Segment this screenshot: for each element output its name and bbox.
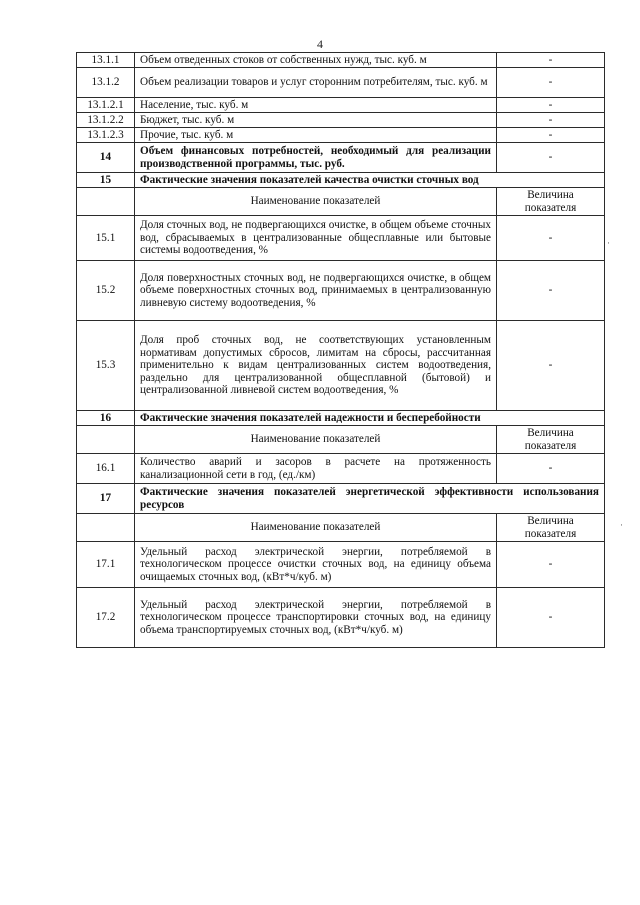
page-number: 4 bbox=[317, 37, 323, 51]
table-row-17-1 bbox=[77, 542, 605, 588]
section-14-row bbox=[77, 143, 605, 173]
table-row-13-1-1 bbox=[77, 53, 605, 68]
row-value: - bbox=[497, 588, 605, 648]
scan-speck: · bbox=[620, 520, 623, 530]
section-15-title-row bbox=[77, 173, 605, 188]
row-text: Бюджет, тыс. куб. м bbox=[135, 113, 497, 128]
indicators-table bbox=[76, 52, 605, 648]
row-number: 13.1.2 bbox=[77, 68, 135, 98]
empty-cell bbox=[77, 426, 135, 454]
row-text: Удельный расход электрической энергии, потребляемой в технологическом процессе транспортировки сточных вод, на единицу объема транспортируемых сточных вод, (кВт*ч/куб. м) bbox=[135, 588, 497, 648]
table-row-13-1-2-2 bbox=[77, 113, 605, 128]
row-text: Удельный расход электрической энергии, потребляемой в технологическом процессе очистки сточных вод, на единицу объема очищаемых сточных вод, (кВт*ч/куб. м) bbox=[135, 542, 497, 588]
empty-cell bbox=[77, 188, 135, 216]
row-value: - bbox=[497, 454, 605, 484]
table-row-16-1 bbox=[77, 454, 605, 484]
column-header-name: Наименование показателей bbox=[135, 188, 497, 216]
section-17-title-row bbox=[77, 484, 605, 514]
row-value: - bbox=[497, 128, 605, 143]
row-number: 13.1.2.3 bbox=[77, 128, 135, 143]
section-17-header-row bbox=[77, 514, 605, 542]
empty-cell bbox=[77, 514, 135, 542]
row-value: - bbox=[497, 98, 605, 113]
row-number: 15.2 bbox=[77, 261, 135, 321]
scan-speck: · bbox=[607, 238, 610, 248]
row-value: - bbox=[497, 216, 605, 261]
row-number: 16.1 bbox=[77, 454, 135, 484]
section-value: - bbox=[497, 143, 605, 173]
column-header-name: Наименование показателей bbox=[135, 426, 497, 454]
section-15-header-row bbox=[77, 188, 605, 216]
section-number: 16 bbox=[77, 411, 135, 426]
section-title: Фактические значения показателей качества очистки сточных вод bbox=[135, 173, 605, 188]
section-number: 14 bbox=[77, 143, 135, 173]
column-header-value: Величина показателя bbox=[497, 426, 605, 454]
row-text: Количество аварий и засоров в расчете на протяженность канализационной сети в год, (ед./км) bbox=[135, 454, 497, 484]
section-number: 17 bbox=[77, 484, 135, 514]
section-title: Фактические значения показателей надежности и бесперебойности bbox=[135, 411, 605, 426]
column-header-name: Наименование показателей bbox=[135, 514, 497, 542]
table-row-15-3 bbox=[77, 321, 605, 411]
table-row-15-2 bbox=[77, 261, 605, 321]
row-number: 15.1 bbox=[77, 216, 135, 261]
row-text: Доля сточных вод, не подвергающихся очистке, в общем объеме сточных вод, сбрасываемых в централизованные общесплавные или бытовые системы водоотведения, % bbox=[135, 216, 497, 261]
row-number: 17.1 bbox=[77, 542, 135, 588]
column-header-value: Величина показателя bbox=[497, 514, 605, 542]
table-row-13-1-2-1 bbox=[77, 98, 605, 113]
row-text: Доля проб сточных вод, не соответствующих установленным нормативам допустимых сбросов, лимитам на сбросы, рассчитанная применительно к видам централизованных систем водоотведения, раздельно для централизованной общесплавной (бытовой) и централизованной ливневой систем водоотведения, % bbox=[135, 321, 497, 411]
row-value: - bbox=[497, 113, 605, 128]
table-row-13-1-2 bbox=[77, 68, 605, 98]
column-header-value: Величина показателя bbox=[497, 188, 605, 216]
section-16-header-row bbox=[77, 426, 605, 454]
table-row-15-1 bbox=[77, 216, 605, 261]
row-number: 13.1.1 bbox=[77, 53, 135, 68]
section-number: 15 bbox=[77, 173, 135, 188]
row-number: 13.1.2.1 bbox=[77, 98, 135, 113]
table-row-17-2 bbox=[77, 588, 605, 648]
row-value: - bbox=[497, 321, 605, 411]
row-value: - bbox=[497, 68, 605, 98]
section-title: Фактические значения показателей энергетической эффективности использования ресурсов bbox=[135, 484, 605, 514]
row-value: - bbox=[497, 542, 605, 588]
row-text: Объем отведенных стоков от собственных нужд, тыс. куб. м bbox=[135, 53, 497, 68]
row-number: 17.2 bbox=[77, 588, 135, 648]
row-text: Прочие, тыс. куб. м bbox=[135, 128, 497, 143]
row-value: - bbox=[497, 53, 605, 68]
row-value: - bbox=[497, 261, 605, 321]
row-text: Объем реализации товаров и услуг сторонним потребителям, тыс. куб. м bbox=[135, 68, 497, 98]
row-text: Население, тыс. куб. м bbox=[135, 98, 497, 113]
section-16-title-row bbox=[77, 411, 605, 426]
section-text: Объем финансовых потребностей, необходимый для реализации производственной программы, тыс. руб. bbox=[135, 143, 497, 173]
row-number: 15.3 bbox=[77, 321, 135, 411]
row-text: Доля поверхностных сточных вод, не подвергающихся очистке, в общем объеме поверхностных сточных вод, принимаемых в централизованную ливневую систему водоотведения, % bbox=[135, 261, 497, 321]
table-row-13-1-2-3 bbox=[77, 128, 605, 143]
row-number: 13.1.2.2 bbox=[77, 113, 135, 128]
